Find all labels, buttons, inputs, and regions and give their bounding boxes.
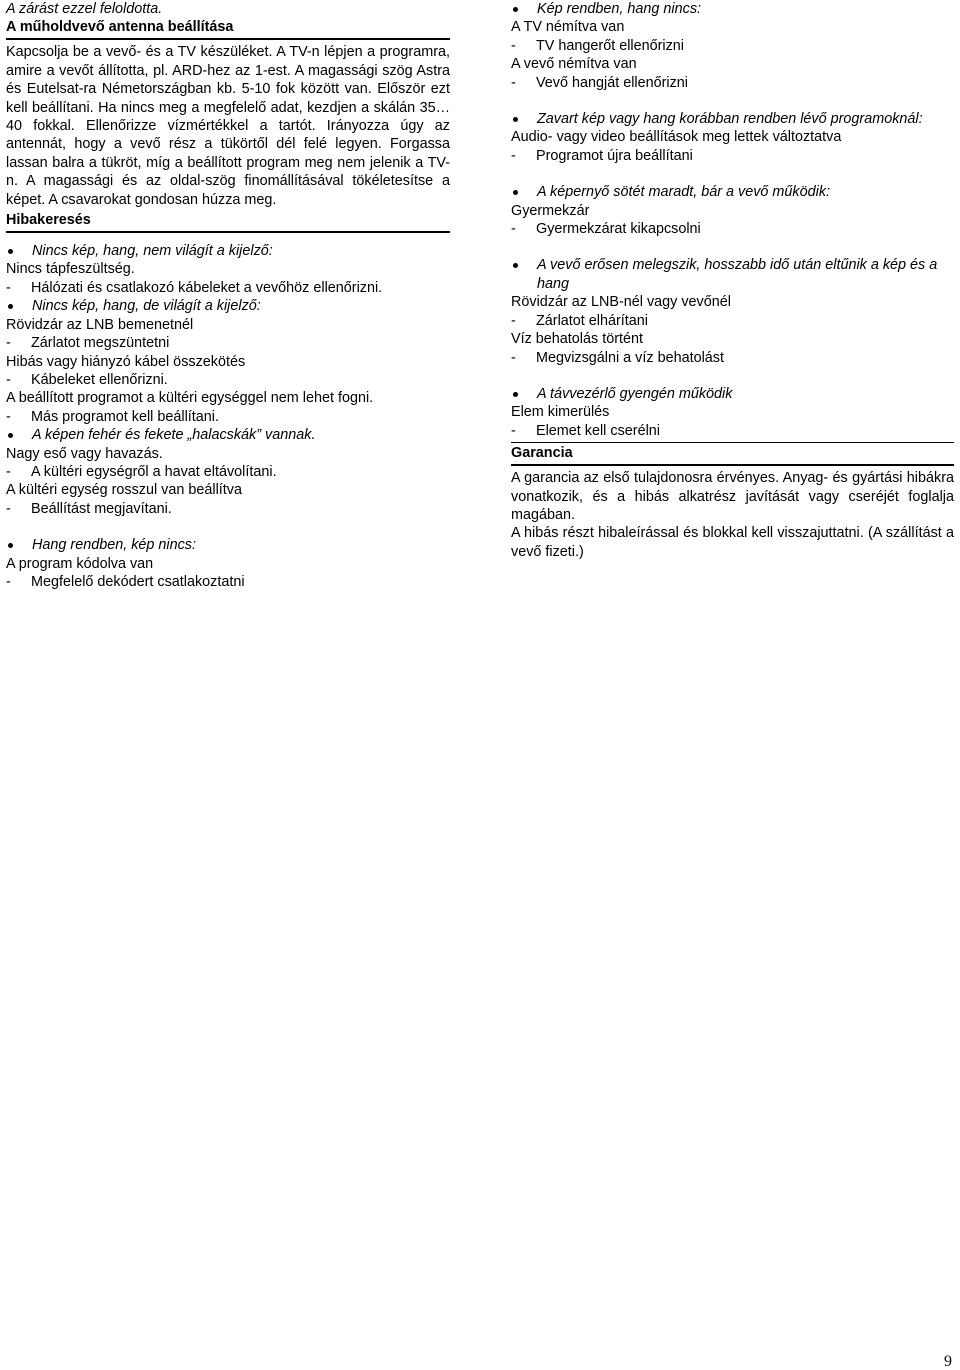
dash-mark: - — [511, 312, 516, 329]
section-title-warranty: Garancia — [511, 442, 954, 466]
remedy-text: Hálózati és csatlakozó kábeleket a vevőhöz ellenőrizni. — [31, 279, 383, 296]
section-title-troubleshooting: Hibakeresés — [6, 211, 450, 233]
page-number: 9 — [944, 1353, 952, 1370]
cause-line: Hibás vagy hiányzó kábel összekötés — [6, 353, 246, 370]
remedy-line — [6, 500, 450, 518]
cause-line: Rövidzár az LNB bemenetnél — [6, 316, 194, 333]
warranty-paragraph-2: A hibás részt hibaleírással és blokkal kell visszajuttatni. (A szállítást a vevő fizeti.) — [511, 525, 954, 560]
remedy-line — [6, 371, 450, 389]
remedy-line — [6, 279, 450, 297]
dash-mark: - — [6, 335, 11, 352]
remedy-line — [511, 37, 954, 55]
dash-mark: - — [6, 463, 11, 480]
bullet-fish-artifacts: A képen fehér és fekete „halacskák” vannak. — [6, 426, 450, 444]
dash-mark: - — [511, 349, 516, 366]
remedy-text: Zárlatot elhárítani — [536, 312, 648, 329]
cause-line: A kültéri egység rosszul van beállítva — [6, 482, 242, 499]
remedy-text: Más programot kell beállítani. — [31, 408, 219, 425]
remedy-line — [511, 147, 954, 165]
remedy-text: Programot újra beállítani — [536, 147, 693, 164]
bullet-dark-screen: A képernyő sötét maradt, bár a vevő működik: — [511, 183, 954, 201]
cause-line: Rövidzár az LNB-nél vagy vevőnél — [511, 294, 731, 311]
dash-mark: - — [6, 371, 11, 388]
right-column — [511, 0, 954, 561]
dash-mark: - — [511, 147, 516, 164]
remedy-text: Elemet kell cserélni — [536, 422, 660, 439]
bullet-sound-no-picture: Hang rendben, kép nincs: — [6, 536, 450, 554]
bullet-picture-no-sound: Kép rendben, hang nincs: — [511, 0, 954, 18]
remedy-line — [6, 573, 450, 591]
dash-mark: - — [511, 37, 516, 54]
remedy-line — [511, 422, 954, 440]
remedy-text: Beállítást megjavítani. — [31, 500, 172, 517]
antenna-paragraph: Kapcsolja be a vevő- és a TV készüléket. A TV-n lépjen a programra, amire a vevőt állította, pl. ARD-hez az 1-est. A magassági szög Astra és Eutelsat-ra Németországban kb. 5-10 fok között van. Először ezt kell beállítani. Ha nincs meg a megfelelő adat, kezdjen a skálán 35…40 fokkal. Ellenőrizze vízmértékkel a tartót. Irányozza úgy az antennát, hogy a vevő rész a tükörtől dél felé legyen. Forgassa lassan balra a tükröt, míg a beállított program meg nem jelenik a TV-n. A magassági és az oldal-szög finomállításával tökéletesítse a képet. A csavarokat gondosan húzza meg. — [6, 44, 450, 208]
warranty-paragraph-1: A garancia az első tulajdonosra érvényes. Anyag- és gyártási hibákra vonatkozik, és a hibás alkatrész javítását vagy cseréjét foglalja magában. — [511, 470, 954, 523]
dash-mark: - — [511, 74, 516, 91]
cause-line: Gyermekzár — [511, 202, 590, 219]
cause-line: A beállított programot a kültéri egységgel nem lehet fogni. — [6, 390, 374, 407]
remedy-text: Kábeleket ellenőrizni. — [31, 371, 168, 388]
remedy-text: A kültéri egységről a havat eltávolítani. — [31, 463, 277, 480]
cause-line: Nincs tápfeszültség. — [6, 261, 135, 278]
dash-mark: - — [511, 221, 516, 238]
cause-line: Elem kimerülés — [511, 404, 610, 421]
remedy-text: Vevő hangját ellenőrizni — [536, 74, 689, 91]
cause-line: A program kódolva van — [6, 555, 154, 572]
remedy-line — [511, 220, 954, 238]
remedy-line — [6, 334, 450, 352]
cause-line: Víz behatolás történt — [511, 331, 643, 348]
bullet-distorted-picture: Zavart kép vagy hang korábban rendben lévő programoknál: — [511, 110, 954, 128]
bullet-overheating: A vevő erősen melegszik, hosszabb idő után eltűnik a kép és a hang — [511, 256, 954, 293]
remedy-text: TV hangerőt ellenőrizni — [536, 37, 684, 54]
intro-line: A zárást ezzel feloldotta. — [6, 1, 163, 17]
bullet-remote-weak: A távvezérlő gyengén működik — [511, 385, 954, 403]
dash-mark: - — [6, 573, 11, 590]
bullet-no-picture-no-display: Nincs kép, hang, nem világít a kijelző: — [6, 242, 450, 260]
dash-mark: - — [6, 279, 11, 296]
remedy-line — [511, 312, 954, 330]
section-title-antenna: A műholdvevő antenna beállítása — [6, 18, 450, 40]
cause-line: Nagy eső vagy havazás. — [6, 445, 163, 462]
remedy-line — [511, 74, 954, 92]
left-column — [6, 0, 450, 591]
remedy-line — [511, 349, 954, 367]
remedy-text: Megfelelő dekódert csatlakoztatni — [31, 573, 245, 590]
cause-line: A vevő némítva van — [511, 56, 637, 73]
remedy-text: Gyermekzárat kikapcsolni — [536, 221, 701, 238]
remedy-text: Megvizsgálni a víz behatolást — [536, 349, 724, 366]
remedy-text: Zárlatot megszüntetni — [31, 335, 170, 352]
cause-line: Audio- vagy video beállítások meg lettek változtatva — [511, 129, 842, 146]
remedy-line — [6, 463, 450, 481]
cause-line: A TV némítva van — [511, 19, 625, 36]
remedy-line — [6, 408, 450, 426]
dash-mark: - — [6, 408, 11, 425]
dash-mark: - — [6, 500, 11, 517]
bullet-no-picture-display-on: Nincs kép, hang, de világít a kijelző: — [6, 297, 450, 315]
dash-mark: - — [511, 422, 516, 439]
